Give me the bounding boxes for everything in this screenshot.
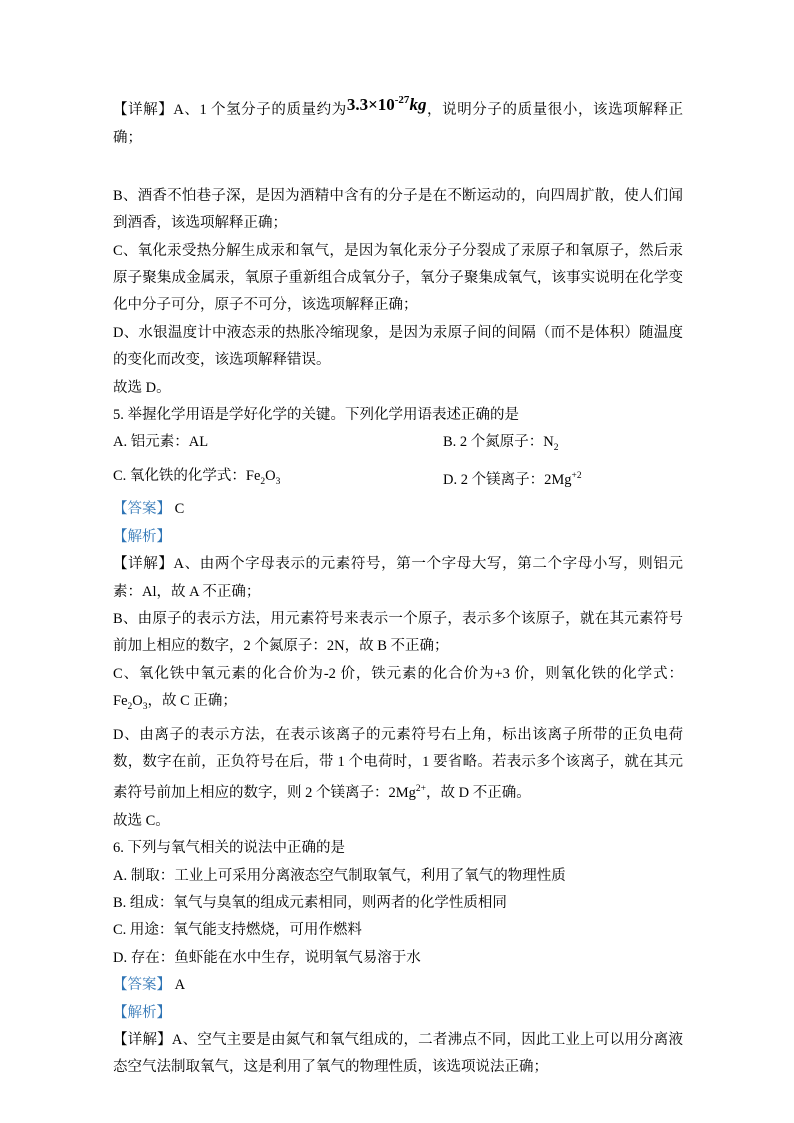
text-segment-sub: 3: [142, 702, 148, 713]
detail-paragraph-q4-d: [113, 320, 683, 375]
text-segment-blue: 【答案】: [113, 501, 171, 518]
detail-paragraph-q4-b: [113, 183, 683, 238]
text-segment-blue: 【解析】: [113, 1004, 171, 1021]
option-line-6-c: [113, 917, 683, 944]
text-segment-blue: 【答案】: [113, 977, 171, 994]
text-segment: C、氧化汞受热分解生成汞和氧气，是因为氧化汞分子分裂成了汞原子和氧原子，然后汞原子聚集成金属汞，氧原子重新组合成氧分子，氧分子聚集成氧气，该事实说明在化学变化中分子可分，原子不可分，该选项解释正确；: [113, 242, 683, 314]
conclusion-line-q5: [113, 808, 683, 835]
text-segment: C: [171, 501, 185, 518]
option-cell-right: [443, 429, 683, 462]
text-segment: 6. 下列与氧气相关的说法中正确的是: [113, 840, 345, 857]
text-segment: B、酒香不怕巷子深，是因为酒精中含有的分子是在不断运动的，向四周扩散，使人们闻到酒香，该选项解释正确；: [113, 187, 683, 232]
detail-paragraph-q5-c: [113, 661, 683, 722]
text-segment: D、水银温度计中液态汞的热胀冷缩现象，是因为汞原子间的间隔（而不是体积）随温度的变化而改变，该选项解释错误。: [113, 324, 683, 369]
text-segment-sub: 2: [553, 443, 559, 454]
text-segment-formula-kg: kg: [409, 95, 427, 114]
analysis-label-5: [113, 524, 683, 551]
text-segment-sub: 2: [127, 702, 133, 713]
question-stem-5: [113, 402, 683, 429]
text-segment-formula: 3.3×10: [346, 95, 395, 114]
text-segment: ，故 C 正确；: [147, 693, 237, 710]
text-segment-sub: 3: [275, 476, 281, 487]
analysis-label-6: [113, 1000, 683, 1027]
text-segment: B. 2 个氮原子：N: [443, 434, 554, 451]
text-segment: ，故 D 不正确。: [426, 785, 531, 802]
text-segment: A. 制取：工业上可采用分离液态空气制取氧气，利用了氧气的物理性质: [113, 867, 566, 884]
text-segment: 【详解】A、1 个氢分子的质量约为: [113, 102, 347, 118]
text-segment: 【详解】A、空气主要是由氮气和氧气组成的，二者沸点不同，因此工业上可以用分离液态空气法制取氧气，这是利用了氧气的物理性质，该选项说法正确；: [113, 1032, 683, 1076]
option-line-6-a: [113, 863, 683, 890]
text-segment: D. 存在：鱼虾能在水中生存，说明氧气易溶于水: [113, 949, 421, 966]
detail-paragraph-q4-c: [113, 238, 683, 320]
text-segment-blue: 【解析】: [113, 528, 171, 545]
options-row-5-cd: [113, 463, 683, 496]
option-line-6-b: [113, 890, 683, 917]
text-segment: O: [265, 467, 276, 484]
option-cell-right: [443, 463, 683, 496]
option-cell-left: [113, 429, 443, 462]
text-segment: C. 氧化铁的化学式：Fe: [113, 467, 261, 484]
detail-paragraph-q6-a: [113, 1027, 683, 1082]
text-segment: ，说明分子的质量很小，该选项解释正确；: [113, 102, 683, 147]
text-segment: D. 2 个镁离子：2Mg: [443, 471, 572, 488]
text-segment-formula-sup: -27: [394, 94, 410, 106]
document-body: [113, 95, 683, 1082]
options-row-5-ab: [113, 429, 683, 462]
detail-paragraph-q4: [113, 95, 683, 153]
answer-line-5: [113, 496, 683, 523]
detail-paragraph-q5-d: [113, 722, 683, 808]
text-segment: B. 组成：氧气与臭氧的组成元素相同，则两者的化学性质相同: [113, 894, 507, 911]
answer-line-6: [113, 972, 683, 999]
option-cell-left: [113, 463, 443, 496]
text-segment: 【详解】A、由两个字母表示的元素符号，第一个字母大写，第二个字母小写，则铝元素：Al，故 A 不正确；: [113, 556, 683, 600]
text-segment: 故选 C。: [113, 812, 170, 829]
detail-paragraph-q5-a: [113, 551, 683, 606]
conclusion-line-q4: [113, 375, 683, 402]
text-segment: C. 用途：氧气能支持燃烧，可用作燃料: [113, 922, 362, 939]
option-line-6-d: [113, 945, 683, 972]
text-segment: C、氧化铁中氧元素的化合价为-2 价，铁元素的化合价为+3 价，则氧化铁的化学式：Fe: [113, 665, 683, 710]
text-segment-sub: 2: [260, 476, 266, 487]
text-segment-sup: +2: [571, 470, 582, 481]
text-segment: B、由原子的表示方法，用元素符号来表示一个原子，表示多个该原子，就在其元素符号前加上相应的数字，2 个氮原子：2N，故 B 不正确；: [113, 610, 683, 655]
text-segment: D、由离子的表示方法，在表示该离子的元素符号右上角，标出该离子所带的正负电荷数，数字在前，正负符号在后，带 1 个电荷时，1 要省略。若表示多个该离子，就在其元素符号前加上相应的数字，则 2 个镁离子：2Mg: [113, 726, 683, 802]
text-segment: 5. 举握化学用语是学好化学的关键。下列化学用语表述正确的是: [113, 407, 519, 424]
text-segment: A: [171, 977, 186, 994]
text-segment-sup: 2+: [415, 784, 427, 795]
question-stem-6: [113, 835, 683, 862]
detail-paragraph-q5-b: [113, 606, 683, 661]
text-segment: A. 铝元素：AL: [113, 434, 209, 451]
text-segment: 故选 D。: [113, 379, 171, 396]
text-segment: O: [132, 693, 143, 710]
